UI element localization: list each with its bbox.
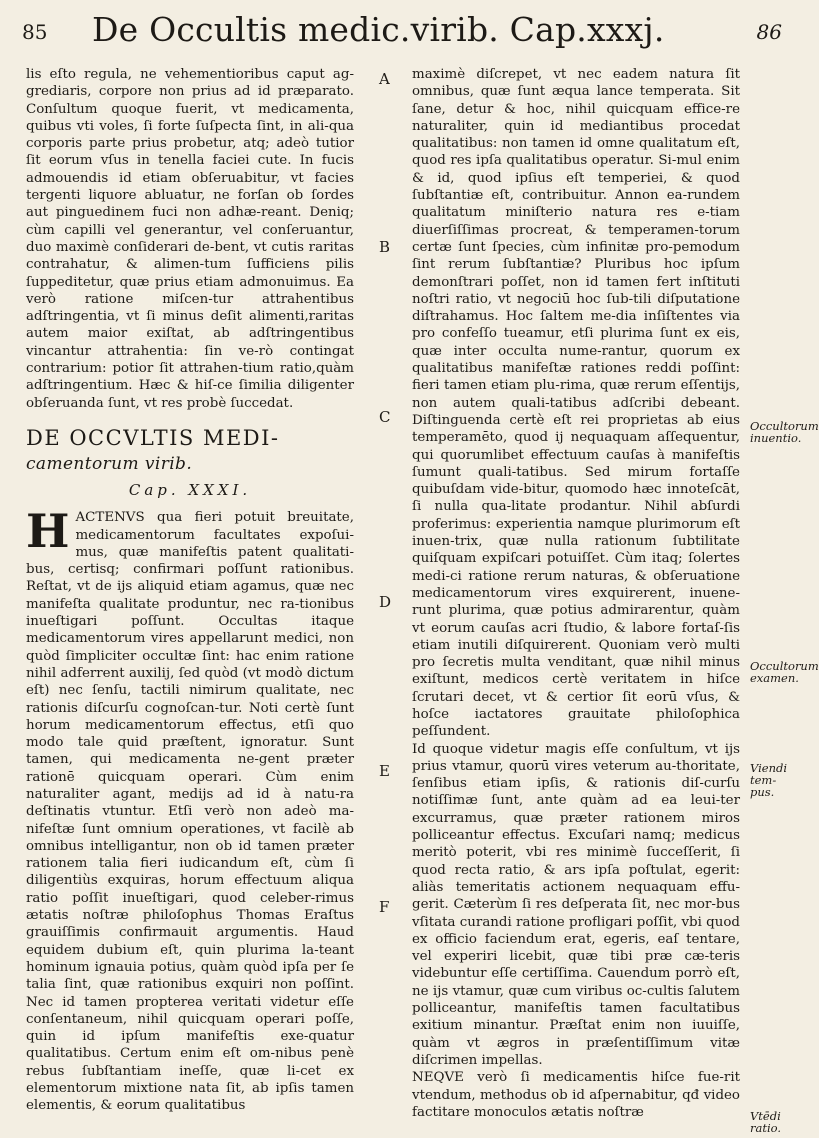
left-paragraph-2-text: ACTENVS qua fieri potuit breuitate, medicamentorum facultates expoſui-mus, quæ manifeſtis patent qualitati-bus, certisq; confirmari poſſunt rationibus. Reſtat, vt de ijs aliquid etiam agamus, quæ nec manifeſta qualitate produntur, nec ra-tionibus inueſtigari poſſunt. Occultas itaque medicamentorum vires appellarunt medici, non quòd ſimpliciter occultæ ſint: hac enim ratione nihil adferrent auxilij, ſed quòd (vt modò dictum eſt) nec ſenſu, tactili nimirum qualitate, nec rationis diſcurſu cognoſcan-tur. Noti certè ſunt horum medicamentorum effectus, etſi quo modo tale quid præſtent, ignoratur. Sunt tamen, qui medicamenta ne-gent præter rationē quicquam operari. Cùm enim naturaliter agant, medijs ad id à natu-ra deſtinatis vtuntur. Etſi verò non adeò ma-nifeſtæ ſunt omnium operationes, vt facilè ab omnibus intelligantur, non ob id tamen præter rationem talia fieri iudicandum eſt, cùm ſi diligentiùs exquiras, horum effectuum aliqua ratio poſſit inueſtigari, quod celeber-rimus ætatis noſtræ philoſophus Thomas Eraſtus grauiſſimis confirmauit argumentis. Haud equidem dubium eſt, quin plurima la-teant hominum ignauia potius, quàm quòd ipſa per ſe talia ſint, quæ rationibus exquiri non poſſint. Nec id tamen propterea veritati videtur eſſe conſentaneum, nihil quicquam operari poſſe, quin id ipſum manifeſtis exe-quatur qualitatibus. Certum enim eſt om-nibus penè rebus ſubſtantiam ineſſe, quæ li-cet ex elementorum mixtione nata ſit, ab ipſis tamen elementis, & eorum qualitatibus <box>26 510 354 1114</box>
section-letter-f: F <box>379 898 390 916</box>
page-number-left: 85 <box>22 20 48 44</box>
chapter-title: DE OCCVLTIS MEDI- <box>26 425 280 450</box>
section-letter-c: C <box>379 408 391 426</box>
drop-capital: H <box>26 504 70 559</box>
margin-note-4: Vtēdi ratio. <box>750 1109 782 1135</box>
right-paragraph-3: NEQVE verò ſi medicamentis hiſce fue-rit vtendum, methodus ob id aſpernabitur, qđ video factitare monoculos ætatis noſtræ <box>412 1070 740 1120</box>
section-letter-b: B <box>379 238 391 256</box>
margin-note-2: Occultorum examen. <box>750 659 819 685</box>
left-paragraph-2 <box>26 504 354 1114</box>
chapter-subtitle: camentorum virib. <box>26 453 193 474</box>
running-header <box>22 8 782 60</box>
section-letter-a: A <box>379 70 390 88</box>
chapter-number: Cap. XXXI. <box>128 480 252 499</box>
margin-note-1: Occultorum inuentio. <box>750 419 819 445</box>
section-letters <box>375 0 395 1138</box>
section-letter-e: E <box>379 762 390 780</box>
running-title: De Occultis medic.virib. Cap.xxxj. <box>92 10 665 49</box>
page-number-right: 86 <box>756 20 782 44</box>
right-paragraph-1: maximè diſcrepet, vt nec eadem natura ſit omnibus, quæ ſunt æqua lance temperata. Sit ſane, detur & hoc, nihil quicquam effice-re naturaliter, quin id mediantibus procedat qualitatibus: non tamen id omne qualitatum eſt, quod res ipſa qualitatibus operatur. Si-mul enim & id, quod ipſius eſt temperiei, & quod ſubſtantiæ eſt, contribuitur. Annon ea-rundem qualitatum miniſterio natura res e-tiam diuerſiſſimas procreat, & temperamen-torum certæ ſunt ſpecies, cùm infinitæ pro-pemodum ſint rerum ſubſtantiæ? Pluribus hoc ipſum demonſtrari poſſet, non id tamen fert inſtituti noſtri ratio, vt negociū hoc ſub-tili diſputatione diſtrahamus. Hoc ſaltem me-dia inſiſtentes via pro confeſſo tueamur, etſi plurima ſunt ex eis, quæ inter occulta nume-rantur, quorum ex qualitatibus manifeſtæ rationes reddi poſſint: fieri tamen etiam plu-rima, quæ rerum eſſentijs, non autem quali-tatibus adſcribi debeant. Diſtinguenda certè eſt rei proprietas ab eius temperamēto, quod ij nequaquam aſſequentur, qui quorumlibet effectuum cauſas à manifeſtis ſumunt quali-tatibus. Sed mirum fortaſſe quibuſdam vide-bitur, quomodo hæc innoteſcāt, ſi nulla qua-litate prodantur. Nihil abſurdi proferimus: experientia namque plurimorum eſt inuen-trix, quæ nulla rationum ſubtilitate quiſquam expiſcari potuiſſet. Cùm itaq; ſolertes medi-ci ratione rerum naturas, & obſeruatione medicamentorum vires exquirerent, inuene-runt plurima, quæ potius admirarentur, quàm vt eorum cauſas acri ſtudio, & labore fortaſ-ſis etiam inutili diſquirerent. Quoniam verò multi pro ſecretis multa venditant, quæ nihil minus exiſtunt, medicos certè veritatem in hiſce ſcrutari decet, vt & certior ſit eorū vſus, & hoſce iactatores grauitate philoſophica peſſundent. <box>412 67 740 740</box>
section-letter-d: D <box>379 593 392 611</box>
right-column <box>412 66 740 1121</box>
left-column <box>26 66 354 1115</box>
right-paragraph-2: Id quoque videtur magis eſſe conſultum, vt ijs prius vtamur, quorū vires veterum au-thoritate, ſenſibus etiam ipſis, & rationis diſ-curſu notiſſimæ ſunt, ante quàm ad ea leui-ter excurramus, quæ præter rationem miros polliceantur effectus. Excuſari namq; medicus meritò poterit, vbi res minimè ſucceſſerit, ſi quod recta ratio, & ars ipſa poſtulat, egerit: aliàs temeritatis actionem nequaquam effu-gerit. Cæterùm ſi res deſperata ſit, nec mor-bus vſitata curandi ratione profligari poſſit, vbi quod ex officio faciendum erat, egeris, eaſ tentare, vel experiri licebit, quæ tibi præ cæ-teris videbuntur eſſe certiſſima. Cauendum porrò eſt, ne ijs vtamur, quæ cum viribus oc-cultis ſalutem polliceantur, manifeſtis tamen facultatibus exitium minantur. Præſtat enim non iuuiſſe, quàm vt ægros in præſentiſſimum vitæ diſcrimen impellas. <box>412 741 740 1068</box>
chapter-heading <box>26 426 354 476</box>
margin-note-3: Viendi tem-pus. <box>750 761 788 799</box>
left-paragraph-1: lis eſto regula, ne vehementioribus caput ag-grediaris, corpore non prius ad id præparato. Conſultum quoque fuerit, vt medicamenta, quibus vti voles, ſi forte ſuſpecta ſint, in ali-qua corporis parte prius probetur, atq; adeò tutior ſit eorum vſus in tenella faciei cute. In fucis admouendis id etiam obſeruabitur, vt facies tergenti liquore abluatur, ne forſan ob ſordes aut pinguedinem fuci non adhæ-reant. Deniq; cùm capilli vel generantur, vel conſeruantur, duo maximè conſiderari de-bent, vt cutis raritas contrahatur, & alimen-tum ſufficiens pilis ſuppeditetur, quæ prius etiam admonuimus. Ea verò ratione miſcen-tur attrahentibus adſtringentia, vt ſi minus deſit alimenti,raritas autem maior exiſtat, ab adſtringentibus vincantur attrahentia: ſin ve-rò contingat contrarium: potior ſit attrahen-tium ratio,quàm adſtringentium. Hæc & hiſ-ce ſimilia diligenter obſeruanda ſunt, vt res probè ſuccedat. <box>26 67 354 411</box>
